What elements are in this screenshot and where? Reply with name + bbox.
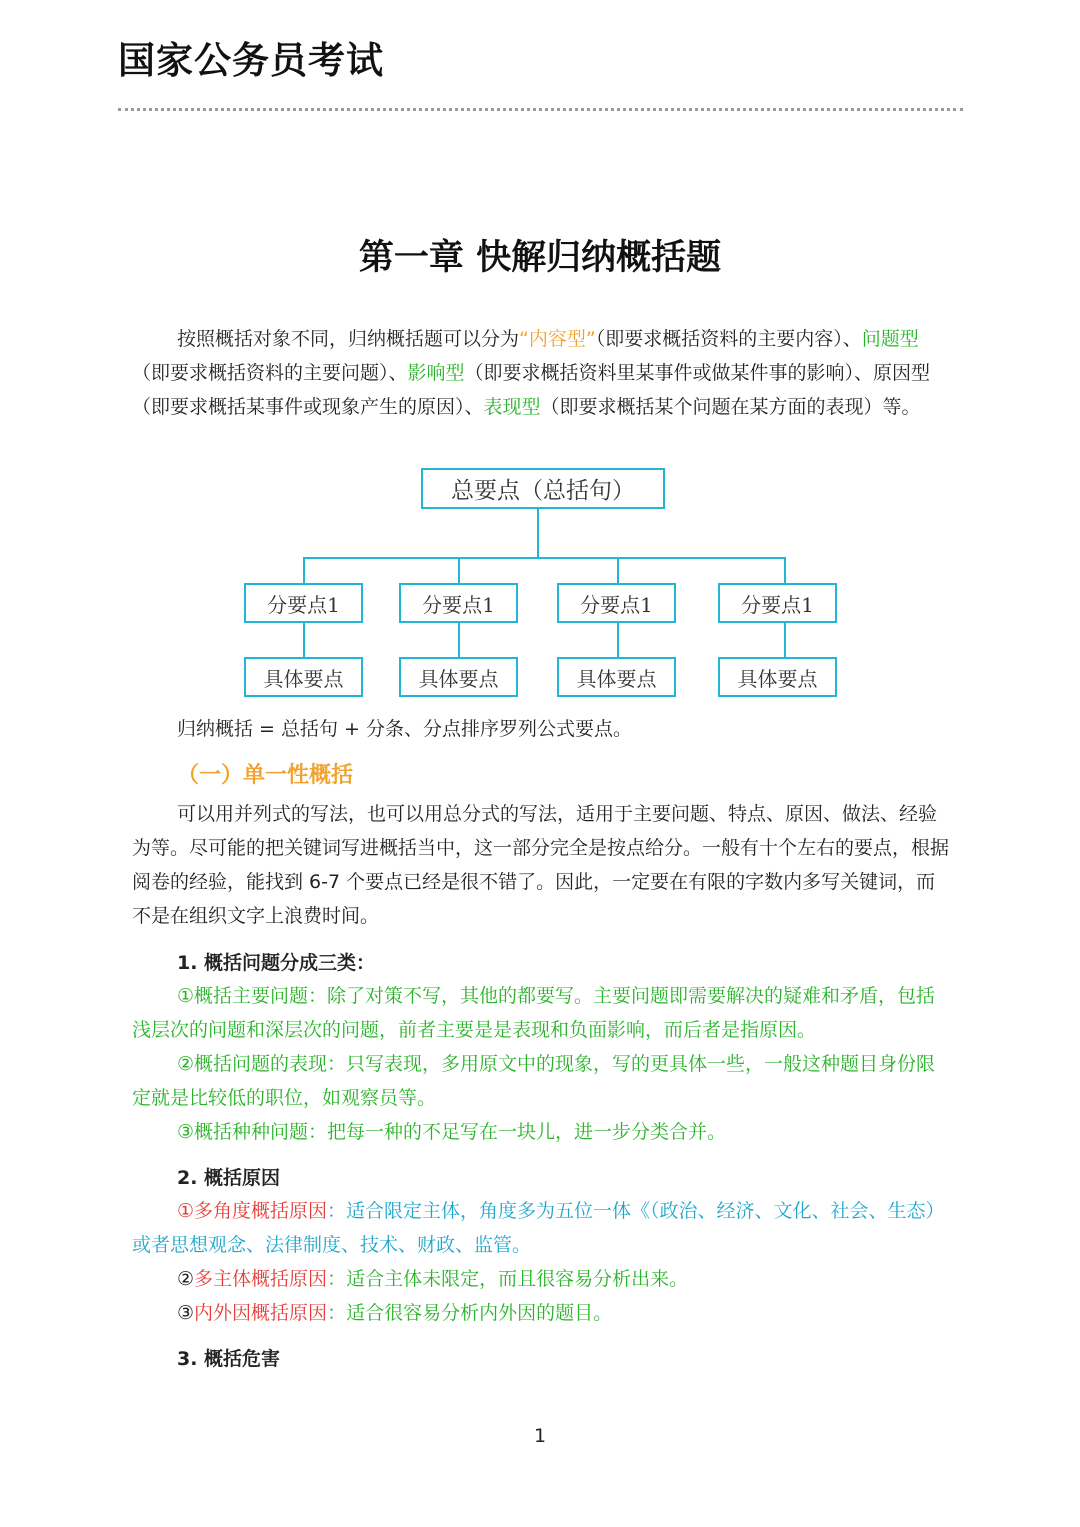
- diagram-detail-box: 具体要点: [557, 657, 676, 697]
- connector-branch: [617, 557, 619, 583]
- cause-item-2-label: 多主体概括原因: [194, 1268, 328, 1290]
- intro-text-4: （即要求概括资料里某事件或做某件事的影响）、原因型（即要求概括某事件或现象产生的原因）、: [132, 362, 931, 418]
- problem-item-2: ②概括问题的表现：只写表现，多用原文中的现象，写的更具体一些，一般这种题目身份限定就是比较低的职位，如观察员等。: [132, 1053, 936, 1109]
- cause-item-3-num: ③: [177, 1302, 195, 1324]
- connector-branch: [458, 557, 460, 583]
- section-paragraph: 可以用并列式的写法，也可以用总分式的写法，适用于主要问题、特点、原因、做法、经验为等。尽可能的把关键词写进概括当中，这一部分完全是按点给分。一般有十个左右的要点，根据阅卷的经验，能找到 6-7 个要点已经是很不错了。因此，一定要在有限的字数内多写关键词，而不是在组织文字上浪费时间。: [132, 803, 950, 927]
- diagram-subpoint-box: 分要点1: [244, 583, 363, 623]
- connector-detail: [784, 622, 786, 657]
- cause-item-1-label: ①多角度概括原因: [177, 1200, 328, 1222]
- header-title: 国家公务员考试: [118, 39, 384, 82]
- problem-item-3: ③概括种种问题：把每一种的不足写在一块儿，进一步分类合并。: [177, 1121, 727, 1143]
- cause-item-3-label: 内外因概括原因: [194, 1302, 328, 1324]
- cause-item-2-num: ②: [177, 1268, 195, 1290]
- diagram-subpoint-box: 分要点1: [557, 583, 676, 623]
- header-divider: [118, 108, 963, 111]
- type-problem: 问题型: [861, 328, 919, 350]
- chapter-title: 第一章 快解归纳概括题: [358, 238, 722, 278]
- subheading-1: 1. 概括问题分成三类：: [177, 952, 376, 974]
- subheading-3: 3. 概括危害: [177, 1348, 281, 1370]
- intro-text-5: （即要求概括某个问题在某方面的表现）等。: [540, 396, 921, 418]
- diagram-top-box: 总要点（总括句）: [421, 468, 665, 509]
- cause-item-3-text: ：适合很容易分析内外因的题目。: [327, 1302, 613, 1324]
- connector-branch: [303, 557, 305, 583]
- cause-item-3: [177, 1296, 1007, 1330]
- cause-item-1: [132, 1194, 952, 1262]
- type-content: “内容型”: [519, 328, 596, 350]
- connector-detail: [617, 622, 619, 657]
- cause-item-2-text: ：适合主体未限定，而且很容易分析出来。: [327, 1268, 689, 1290]
- intro-text-1: 按照概括对象不同，归纳概括题可以分为: [177, 328, 520, 350]
- diagram-detail-box: 具体要点: [718, 657, 837, 697]
- connector-trunk: [537, 509, 539, 558]
- intro-text-2: （即要求概括资料的主要内容）、: [595, 328, 862, 350]
- connector-detail: [303, 622, 305, 657]
- diagram-detail-box: 具体要点: [399, 657, 518, 697]
- type-impact: 影响型: [407, 362, 465, 384]
- connector-bar: [303, 557, 786, 559]
- subheading-2: 2. 概括原因: [177, 1167, 281, 1189]
- connector-detail: [458, 622, 460, 657]
- connector-branch: [784, 557, 786, 583]
- cause-item-2: [177, 1262, 1007, 1296]
- intro-paragraph: [132, 322, 952, 424]
- formula-text: 归纳概括 = 总括句 + 分条、分点排序罗列公式要点。: [177, 718, 632, 740]
- intro-text-3: （即要求概括资料的主要问题）、: [132, 362, 408, 384]
- problem-item-1: ①概括主要问题：除了对策不写，其他的都要写。主要问题即需要解决的疑难和矛盾，包括浅层次的问题和深层次的问题，前者主要是是表现和负面影响，而后者是指原因。: [132, 985, 936, 1041]
- page-number: 1: [533, 1425, 547, 1447]
- section-heading: （一）单一性概括: [177, 763, 354, 788]
- type-expression: 表现型: [483, 396, 541, 418]
- diagram-subpoint-box: 分要点1: [399, 583, 518, 623]
- diagram-subpoint-box: 分要点1: [718, 583, 837, 623]
- diagram-detail-box: 具体要点: [244, 657, 363, 697]
- cause-item-1-text: ：适合限定主体，角度多为五位一体《（政治、经济、文化、社会、生态）或者思想观念、法律制度、技术、财政、监管。: [132, 1200, 945, 1256]
